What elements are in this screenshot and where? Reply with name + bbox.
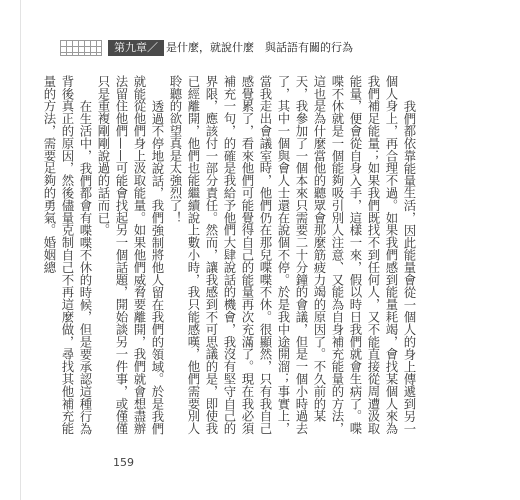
page-spine-line <box>20 0 21 500</box>
chapter-label: 第九章／ <box>108 40 164 56</box>
body-text <box>42 75 418 445</box>
chapter-header <box>60 40 400 56</box>
paragraph-2: 透過不停地說話，我們強制將他人留在我們的領域。於是我們就能從他們身上汲取能量。如果他們威脅要離開，我們就會想盡辦法留住他們——可能會找起另一個話題，開始談另一件事，或僅僅只是重複剛剛說過的話而已。 <box>96 75 165 435</box>
paragraph-3: 在生活中，我們都會有喋喋不休的時候，但是要承認這種行為背後真正的原因，然後儘量克制自己不再這麼做，尋找其他補充能量的方法，需要足夠的勇氣。婚姻總 <box>42 75 93 435</box>
paragraph-1: 我們都依靠能量生活，因此能量會從一個人的身上傳遞到另一個人身上，再合理不過。如果我們感到能量耗竭，會找某個人來為我們補足能量；如果我們既找不到任何人，又不能直接從周遭汲取能量，便會從自身入手，這樣一來，假以時日我們就會生病了。喋喋不休就是一個能夠吸引別人注意、又能為自身補充能量的方法，這也是為什麼當他的聽眾會那麼筋疲力竭的原因了。不久前的某天，我參加了一個本來只需要二十分鐘的會議，但是一個小時過去了，其中一個與會人士還在說個不停。於是我中途開溜；事實上，當我走出會議室時，他們仍在那兒喋喋不休。很顯然，只有我自己感覺累了，看來他們可能覺得自己的能量再次充滿了。現在我必須補充一句，的確是我給予他們大肆說話的機會，我沒有堅守自己的界限，應該付一部分責任。然而，讓我感到不可思議的是，即使我已經離開，他們也能繼續說上數小時，我只能感嘆，他們需要別人聆聽的欲望真是太強烈了！ <box>168 75 417 435</box>
chapter-title: 是什麼，就說什麼 與話語有關的行為 <box>166 41 353 54</box>
grid-pattern-icon <box>60 40 102 56</box>
page-number: 159 <box>113 456 134 469</box>
